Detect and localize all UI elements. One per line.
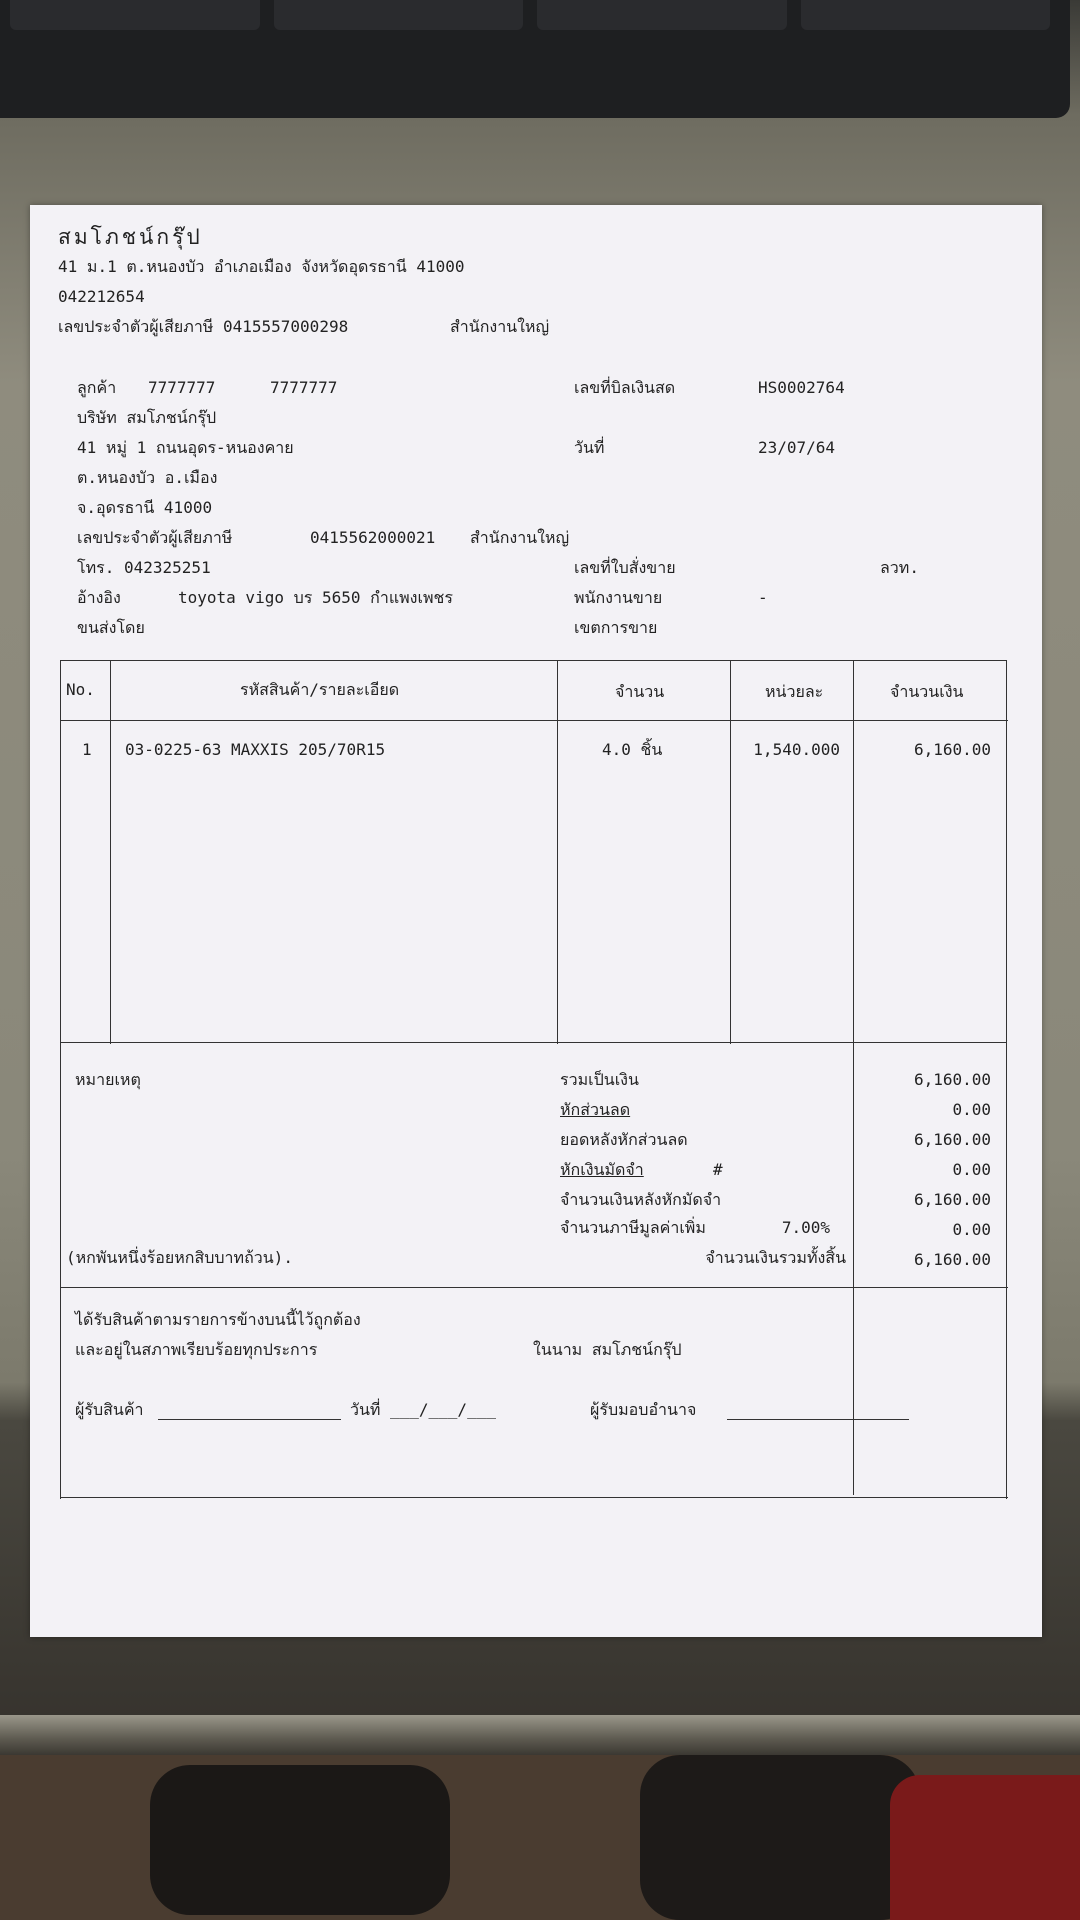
authorized-signature-label: ผู้รับมอบอำนาจ — [590, 1400, 697, 1419]
customer-phone: โทร. 042325251 — [77, 558, 211, 577]
receiver-signature-line — [158, 1419, 341, 1420]
col-header-no: No. — [66, 680, 95, 699]
row-1-unit-price: 1,540.000 — [753, 740, 840, 759]
reference-label: อ้างอิง — [77, 588, 121, 607]
customer-code-2: 7777777 — [270, 378, 338, 397]
order-no-label: เลขที่ใบสั่งขาย — [574, 558, 676, 577]
company-branch: สำนักงานใหญ่ — [450, 317, 550, 336]
after-discount-value: 6,160.00 — [913, 1130, 991, 1149]
row-1-description: 03-0225-63 MAXXIS 205/70R15 — [125, 740, 386, 759]
shipping-label: ขนส่งโดย — [77, 618, 145, 637]
after-deposit-value: 6,160.00 — [913, 1190, 991, 1209]
customer-branch: สำนักงานใหญ่ — [470, 528, 570, 547]
subtotal-label: รวมเป็นเงิน — [560, 1070, 639, 1089]
customer-address-1: 41 หมู่ 1 ถนนอุดร-หนองคาย — [77, 438, 294, 457]
on-behalf-of: ในนาม สมโภชน์กรุ๊ป — [533, 1340, 682, 1359]
floor-background — [0, 1755, 1080, 1920]
after-deposit-label: จำนวนเงินหลังหักมัดจำ — [560, 1190, 722, 1209]
grand-total-value: 6,160.00 — [913, 1250, 991, 1269]
customer-code: 7777777 — [148, 378, 216, 397]
customer-address-3: จ.อุดรธานี 41000 — [77, 498, 213, 517]
sales-area-label: เขตการขาย — [574, 618, 658, 637]
order-no-value: ลวท. — [880, 558, 919, 577]
vat-label: จำนวนภาษีมูลค่าเพิ่ม — [560, 1218, 706, 1237]
invoice-paper — [30, 205, 1042, 1637]
reference-value: toyota vigo บร 5650 กำแพงเพชร — [178, 588, 453, 607]
subtotal-value: 6,160.00 — [913, 1070, 991, 1089]
deposit-label: หักเงินมัดจำ — [560, 1160, 644, 1179]
row-1-amount: 6,160.00 — [913, 740, 991, 759]
customer-name: บริษัท สมโภชน์กรุ๊ป — [77, 408, 217, 427]
keyboard-background — [0, 0, 1070, 118]
after-discount-label: ยอดหลังหักส่วนลด — [560, 1130, 688, 1149]
vat-value: 0.00 — [952, 1220, 991, 1239]
remark-label: หมายเหตุ — [75, 1070, 141, 1089]
col-header-unit-price: หน่วยละ — [765, 682, 824, 701]
deposit-hash: # — [713, 1160, 723, 1179]
salesperson-label: พนักงานขาย — [574, 588, 663, 607]
bill-no-label: เลขที่บิลเงินสด — [574, 378, 676, 397]
bill-date-value: 23/07/64 — [758, 438, 836, 457]
company-name: สมโภชน์กรุ๊ป — [58, 225, 203, 249]
deposit-value: 0.00 — [952, 1160, 991, 1179]
receiver-signature-label: ผู้รับสินค้า — [75, 1400, 144, 1419]
col-header-description: รหัสสินค้า/รายละเอียด — [240, 680, 400, 699]
authorized-signature-line — [727, 1419, 909, 1420]
discount-value: 0.00 — [952, 1100, 991, 1119]
items-table — [60, 660, 1007, 1043]
receive-date-blank: ___/___/___ — [390, 1400, 496, 1419]
vat-rate: 7.00% — [781, 1218, 830, 1237]
salesperson-value: - — [758, 588, 768, 607]
bill-no-value: HS0002764 — [758, 378, 845, 397]
glass-edge — [0, 1715, 1080, 1755]
customer-tax-label: เลขประจำตัวผู้เสียภาษี — [77, 528, 233, 547]
customer-address-2: ต.หนองบัว อ.เมือง — [77, 468, 218, 487]
company-tax-id: เลขประจำตัวผู้เสียภาษี 0415557000298 — [58, 317, 349, 336]
row-1-quantity: 4.0 ชิ้น — [602, 740, 663, 759]
customer-tax-id: 0415562000021 — [310, 528, 436, 547]
discount-label: หักส่วนลด — [560, 1100, 631, 1119]
col-header-amount: จำนวนเงิน — [890, 682, 964, 701]
received-statement-line-2: และอยู่ในสภาพเรียบร้อยทุกประการ — [75, 1340, 318, 1359]
customer-label: ลูกค้า — [77, 378, 117, 397]
bill-date-label: วันที่ — [574, 438, 605, 457]
amount-in-words: (หกพันหนึ่งร้อยหกสิบบาทถ้วน). — [66, 1248, 293, 1267]
received-statement-line-1: ได้รับสินค้าตามรายการข้างบนนี้ไว้ถูกต้อง — [75, 1310, 361, 1329]
grand-total-label: จำนวนเงินรวมทั้งสิ้น — [705, 1248, 846, 1267]
col-header-quantity: จำนวน — [615, 682, 665, 701]
company-address: 41 ม.1 ต.หนองบัว อำเภอเมือง จังหวัดอุดรธานี 41000 — [58, 257, 465, 276]
company-phone: 042212654 — [58, 287, 145, 306]
receive-date-label: วันที่ — [350, 1400, 381, 1419]
row-1-no: 1 — [82, 740, 92, 759]
